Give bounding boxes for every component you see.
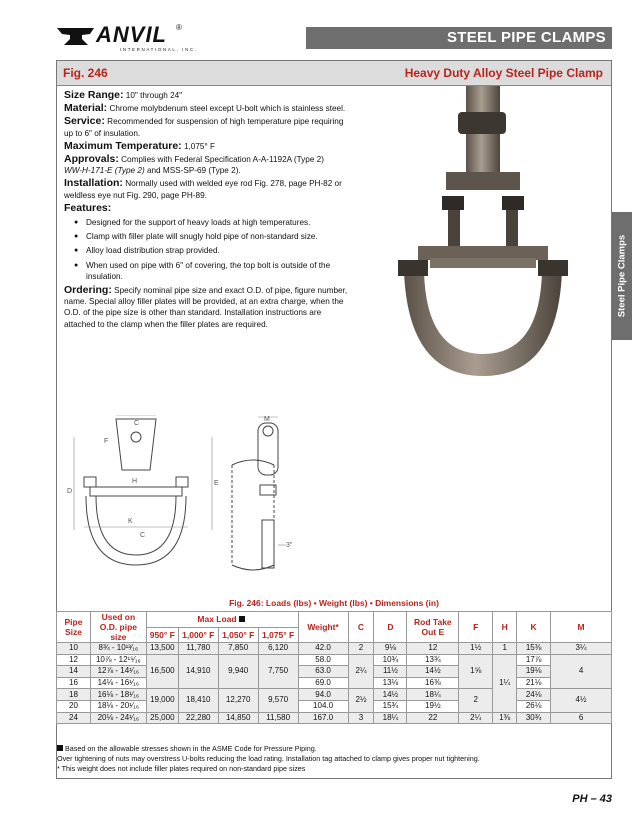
table-row: 12 10⅞ - 12¹⁵⁄₁₆ 16,500 14,910 9,940 7,750 58.0 2¼ 10¾ 13¾ 1⅝ 1¼ 17⅞ 4 (57, 654, 612, 666)
col-d: D (374, 612, 407, 643)
table-row: 24 20⅛ - 24¹⁄₁₆ 25,000 22,280 14,850 11,580 167.0 3 18¼ 22 2¼ 1⅜ 30¾ 6 (57, 712, 612, 724)
dim-m: M (264, 416, 270, 423)
page-number: PH – 43 (572, 793, 612, 805)
clamp-photo (378, 86, 588, 386)
registered-mark: ® (176, 23, 182, 32)
col-950: 950° F (146, 627, 178, 643)
col-weight: Weight* (298, 612, 348, 643)
dimensions-table (56, 611, 612, 724)
note-allowable: Based on the allowable stresses shown in the ASME Code for Pressure Piping. (57, 744, 612, 754)
table-row: 10 8¾ - 10¹³⁄₁₆ 13,500 11,780 7,850 6,120 42.0 2 9⅛ 12 1½ 1 15⅜ 3¼ (57, 643, 612, 655)
col-max-load: Max Load (146, 612, 298, 628)
page-title: STEEL PIPE CLAMPS (306, 27, 612, 49)
max-temperature: Maximum Temperature: 1,075° F (64, 139, 215, 152)
dim-d: D (67, 488, 73, 495)
brand-logo (56, 22, 226, 54)
table-row: 18 16⅛ - 18¹⁄₁₆ 19,000 18,410 12,270 9,570 94.0 2½ 14½ 18¼ 2 24⅛ 4½ (57, 689, 612, 701)
approvals: Approvals: Complies with Federal Specification A-A-1192A (Type 2) WW-H-171-E (Type 2) and MSS-SP-69 (Type 2). (64, 153, 324, 176)
list-item: ● When used on pipe with 6" of covering, the top bolt is outside of the insulation. (74, 260, 354, 282)
size-range: Size Range: 10" through 24" (64, 89, 183, 101)
dim-k: K (128, 518, 133, 525)
col-h: H (493, 612, 517, 643)
material: Material: Chrome molybdenum steel except U-bolt which is stainless steel. (64, 102, 346, 115)
figure-title: Heavy Duty Alloy Steel Pipe Clamp (404, 66, 603, 80)
list-item: ● Alloy load distribution strap provided. (74, 245, 354, 256)
col-c: C (348, 612, 374, 643)
dim-3in: 3" (286, 542, 293, 549)
dim-f: F (104, 438, 109, 445)
table-caption: Fig. 246: Loads (lbs) • Weight (lbs) • Dimensions (in) (229, 598, 439, 608)
brand-name: ANVIL (96, 22, 167, 47)
table-notes (57, 744, 612, 773)
side-tab-label: Steel Pipe Clamps (616, 234, 628, 318)
anvil-icon (56, 25, 96, 47)
col-1000: 1,000° F (178, 627, 218, 643)
service: Service: Recommended for suspension of high temperature pipe requiring up to 6" of insulation. (64, 115, 344, 138)
col-f: F (459, 612, 493, 643)
dim-c: C (134, 420, 140, 427)
ordering: Ordering: Specify nominal pipe size and exact O.D. of pipe, figure number, name. Special alloy filler plates will be provided, at an extra charge, when the O.D. of the pipe size is other than standard. Installation instructions are attached to the clamp when the filler plates are required. (64, 284, 348, 329)
list-item: ● Designed for the support of heavy loads at high temperatures. (74, 217, 354, 228)
col-k: K (517, 612, 551, 643)
brand-subtitle: INTERNATIONAL, INC. (120, 47, 198, 52)
features-list (74, 217, 354, 282)
col-1050: 1,050° F (218, 627, 258, 643)
table-row: 16 14⅛ - 16¹⁄₁₆ 69.0 13⅛ 16⅜ 21⅛ (57, 677, 612, 689)
table-row: 20 18⅛ - 20¹⁄₁₆ 104.0 15¾ 19½ 26⅛ (57, 700, 612, 712)
dim-h: H (132, 478, 138, 485)
col-m: M (551, 612, 612, 643)
square-marker (239, 616, 245, 622)
col-rod: Rod Take Out E (407, 612, 459, 643)
figure-number: Fig. 246 (63, 66, 108, 80)
dim-e: E (214, 480, 219, 487)
side-tab (612, 212, 632, 340)
col-pipe-size: Pipe Size (57, 612, 91, 643)
dim-cl: C (140, 532, 146, 539)
figure-bar (57, 61, 611, 86)
table-row: 14 12⅞ - 14¹⁄₁₆ 63.0 11½ 14½ 19⅛ (57, 666, 612, 678)
list-item: ● Clamp with filler plate will snugly hold pipe of non-standard size. (74, 231, 354, 242)
note-weight: * This weight does not include filler plates required on non-standard pipe sizes (57, 763, 306, 773)
specifications (64, 90, 354, 332)
square-marker (57, 745, 63, 751)
installation: Installation: Normally used with welded eye rod Fig. 278, page PH-82 or weldless eye nut Fig. 290, page PH-89. (64, 177, 342, 200)
note-tightening: Over tightening of nuts may overstress U-bolts reducing the load rating. Installation tag attached to clamp gives proper nut tightening. (57, 753, 480, 763)
col-1075: 1,075° F (258, 627, 298, 643)
dimension-diagram (64, 415, 324, 585)
col-used-on: Used on O.D. pipe size (90, 612, 146, 643)
features: Features: (64, 201, 112, 214)
